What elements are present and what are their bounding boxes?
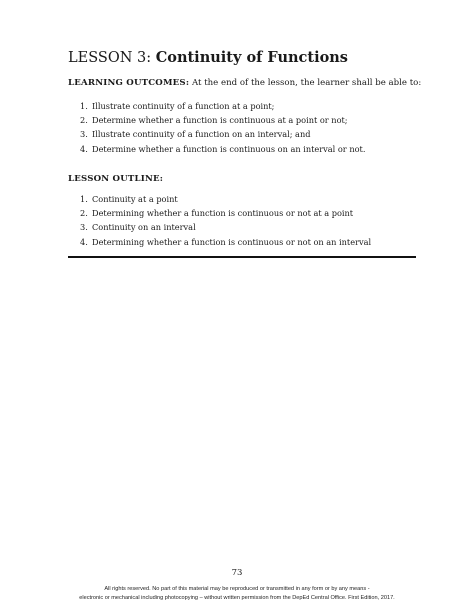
learning-outcomes-list: [80, 99, 365, 156]
list-item: [80, 142, 365, 156]
lesson-name: Continuity of Functions: [155, 49, 348, 66]
list-item-text: Determine whether a function is continuous at a point or not;: [92, 115, 348, 126]
list-item-index: 1.: [80, 101, 88, 111]
list-item-index: 3.: [80, 222, 88, 233]
footer-line: electronic or mechanical including photocopying – without written permission from the DepEd Central Office. First Edition, 2017.: [79, 594, 395, 601]
lesson-outline-heading: LESSON OUTLINE:: [68, 174, 164, 184]
list-item: [80, 235, 371, 249]
list-item-index: 2.: [80, 115, 88, 126]
section-divider: [68, 256, 416, 258]
copyright-footer: [0, 585, 474, 602]
learning-outcomes-heading: LEARNING OUTCOMES:: [68, 78, 190, 88]
list-item-index: 4.: [80, 143, 88, 154]
list-item-index: 3.: [80, 129, 88, 140]
list-item-text: Determine whether a function is continuous on an interval or not.: [92, 143, 366, 154]
lesson-title: [68, 49, 348, 66]
list-item: [80, 220, 371, 234]
list-item-index: 4.: [80, 236, 88, 247]
list-item: [80, 99, 365, 113]
page-number: 73: [231, 568, 243, 578]
lesson-number: LESSON 3:: [68, 50, 152, 66]
list-item-index: 2.: [80, 208, 88, 219]
list-item-text: Illustrate continuity of a function on an interval; and: [92, 129, 311, 140]
list-item: [80, 206, 371, 220]
list-item-text: Determining whether a function is continuous or not at a point: [92, 208, 354, 219]
learning-outcomes-intro: [68, 78, 421, 88]
list-item-index: 1.: [80, 194, 88, 204]
list-item: [80, 192, 371, 206]
footer-line: All rights reserved. No part of this material may be reproduced or transmitted in any form or by any means -: [104, 586, 370, 592]
lesson-outline-list: [80, 192, 371, 249]
list-item-text: Continuity on an interval: [92, 222, 196, 233]
learning-outcomes-intro-text: At the end of the lesson, the learner shall be able to:: [191, 78, 422, 88]
list-item-text: Determining whether a function is continuous or not on an interval: [92, 236, 372, 247]
list-item: [80, 113, 365, 127]
list-item-text: Illustrate continuity of a function at a point;: [92, 101, 275, 111]
list-item-text: Continuity at a point: [92, 194, 178, 204]
list-item: [80, 127, 365, 141]
